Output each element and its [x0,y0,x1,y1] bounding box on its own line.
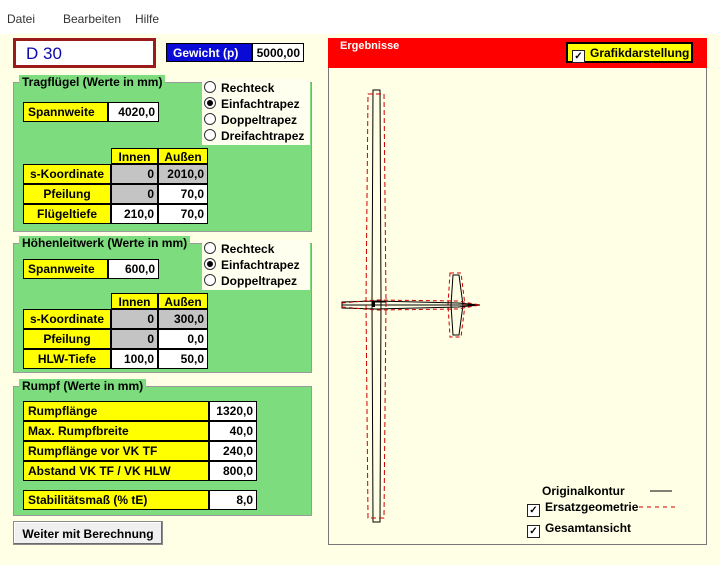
hlw-row-label: Pfeilung [23,329,111,349]
rumpfbreite-input[interactable]: 40,0 [209,421,257,441]
tf-radio-einfachtrapez[interactable]: Einfachtrapez [204,97,300,113]
tf-radio-dreifachtrapez[interactable]: Dreifachtrapez [204,129,304,145]
tf-row-label: s-Koordinate [23,164,111,184]
rumpf-row-label: Max. Rumpfbreite [23,421,209,441]
menu-datei[interactable]: Datei [7,12,36,26]
tf-tiefe-innen-input[interactable]: 210,0 [111,204,158,224]
radio-button-icon [204,81,216,93]
tf-pfeilung-aussen-input[interactable]: 70,0 [158,184,208,204]
tf-tiefe-aussen-input[interactable]: 70,0 [158,204,208,224]
hlw-radio-rechteck[interactable]: Rechteck [204,242,274,258]
hlw-s-innen-input[interactable]: 0 [111,309,158,329]
stabilitaet-label: Stabilitätsmaß (% tE) [23,490,209,510]
rumpf-row-label: Rumpflänge [23,401,209,421]
checkbox-checked-icon: ✓ [572,50,585,63]
radio-button-icon [204,274,216,286]
grafikdarstellung-checkbox[interactable]: ✓ Grafikdarstellung [566,42,693,63]
tf-row-label: Flügeltiefe [23,204,111,224]
hlw-row-label: HLW-Tiefe [23,349,111,369]
hlw-row-label: s-Koordinate [23,309,111,329]
hlw-tiefe-innen-input[interactable]: 100,0 [111,349,158,369]
tf-s-aussen-input[interactable]: 2010,0 [158,164,208,184]
radio-button-icon [204,129,216,141]
menu-bearbeiten[interactable]: Bearbeiten [63,12,122,26]
ersatzgeometrie-checkbox[interactable]: ✓ Ersatzgeometrie [527,500,638,517]
rumpf-row-label: Rumpflänge vor VK TF [23,441,209,461]
radio-button-selected-icon [204,258,216,270]
model-name-field[interactable]: D 30 [13,38,156,68]
rumpf-vor-vk-input[interactable]: 240,0 [209,441,257,461]
hlw-s-aussen-input[interactable]: 300,0 [158,309,208,329]
rumpflaenge-input[interactable]: 1320,0 [209,401,257,421]
stabilitaet-input[interactable]: 8,0 [209,490,257,510]
tf-pfeilung-innen-input[interactable]: 0 [111,184,158,204]
gewicht-input[interactable]: 5000,00 [252,43,304,62]
tf-col-innen: Innen [111,148,158,164]
tf-row-label: Pfeilung [23,184,111,204]
hlw-spannweite-label: Spannweite [23,259,108,279]
rumpf-row-label: Abstand VK TF / VK HLW [23,461,209,481]
wing-ersatz-contour [366,94,386,518]
menu-hilfe[interactable]: Hilfe [135,12,160,26]
radio-button-selected-icon [204,97,216,109]
hlw-radio-doppeltrapez[interactable]: Doppeltrapez [204,274,297,290]
radio-button-icon [204,242,216,254]
gesamtansicht-checkbox[interactable]: ✓ Gesamtansicht [527,521,631,538]
tf-s-innen-input[interactable]: 0 [111,164,158,184]
tf-radio-rechteck[interactable]: Rechteck [204,81,274,97]
hlw-pfeilung-innen-input[interactable]: 0 [111,329,158,349]
hlw-col-aussen: Außen [158,293,208,309]
hlw-title: Höhenleitwerk (Werte in mm) [19,236,190,250]
cg-marker [372,302,375,307]
hlw-spannweite-input[interactable]: 600,0 [108,259,159,279]
rumpf-title: Rumpf (Werte in mm) [19,379,146,393]
checkbox-checked-icon: ✓ [527,525,540,538]
tf-radio-doppeltrapez[interactable]: Doppeltrapez [204,113,297,129]
tf-col-aussen: Außen [158,148,208,164]
checkbox-checked-icon: ✓ [527,504,540,517]
glider-planform-drawing [328,70,707,540]
hlw-radio-einfachtrapez[interactable]: Einfachtrapez [204,258,300,274]
ergebnisse-title: Ergebnisse [340,40,400,52]
tragfluegel-title: Tragflügel (Werte in mm) [19,75,165,89]
radio-button-icon [204,113,216,125]
weiter-berechnung-button[interactable]: Weiter mit Berechnung [13,521,163,545]
hlw-col-innen: Innen [111,293,158,309]
legend-originalkontur: Originalkontur [542,484,625,498]
tf-spannweite-label: Spannweite [23,102,108,122]
gewicht-label: Gewicht (p) [166,43,252,62]
hlw-pfeilung-aussen-input[interactable]: 0,0 [158,329,208,349]
tf-spannweite-input[interactable]: 4020,0 [108,102,159,122]
hlw-tiefe-aussen-input[interactable]: 50,0 [158,349,208,369]
abstand-vk-input[interactable]: 800,0 [209,461,257,481]
